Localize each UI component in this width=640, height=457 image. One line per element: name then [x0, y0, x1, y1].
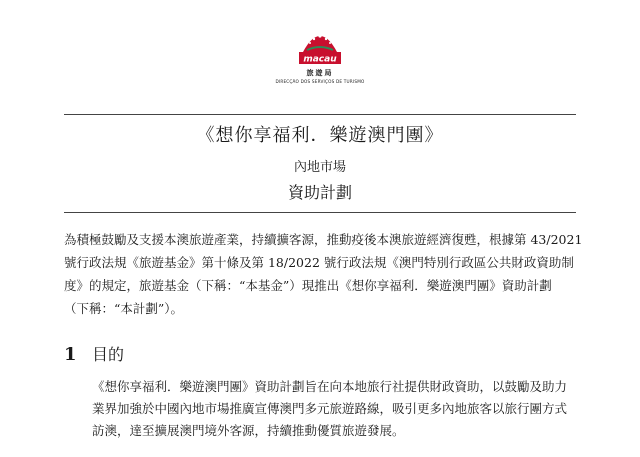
section-line: 訪澳，達至擴展澳門境外客源，持續推動優質旅遊發展。	[92, 423, 405, 438]
document-plan-heading: 資助計劃	[287, 183, 352, 202]
logo-brand-text: macau	[303, 54, 337, 64]
section-heading	[64, 342, 576, 365]
intro-line: 號行政法規《旅遊基金》第十條及第 18/2022 號行政法規《澳門特別行政區公共財政資助制	[64, 255, 574, 270]
logo-name-pt: DIRECÇÃO DOS SERVIÇOS DE TURISMO	[275, 79, 365, 84]
intro-line: 度》的規定，旅遊基金（下稱：“本基金”）現推出《想你享福利．樂遊澳門團》資助計劃	[64, 278, 552, 293]
logo-name-cn: 旅遊局	[306, 69, 334, 77]
section-number: 1	[64, 344, 77, 365]
section-title: 目的	[92, 345, 125, 364]
document-title: 《想你享福利．樂遊澳門團》	[196, 125, 444, 146]
section-body	[92, 376, 576, 442]
bottom-divider	[64, 212, 576, 213]
intro-line: 為積極鼓勵及支援本澳旅遊產業，持續擴客源，推動疫後本澳旅遊經濟復甦，根據第 43/2021	[64, 232, 583, 247]
intro-paragraph	[64, 228, 583, 320]
document-subtitle: 內地市場	[293, 160, 346, 175]
macau-logo-icon	[299, 22, 341, 64]
top-divider	[64, 114, 576, 115]
section-line: 業界加強於中國內地市場推廣宣傳澳門多元旅遊路線，吸引更多內地旅客以旅行團方式	[92, 401, 568, 416]
tourism-office-logo	[0, 22, 640, 84]
section-line: 《想你享福利．樂遊澳門團》資助計劃旨在向本地旅行社提供財政資助，以鼓勵及助力	[92, 379, 568, 394]
intro-line: （下稱：“本計劃”）。	[64, 301, 184, 316]
